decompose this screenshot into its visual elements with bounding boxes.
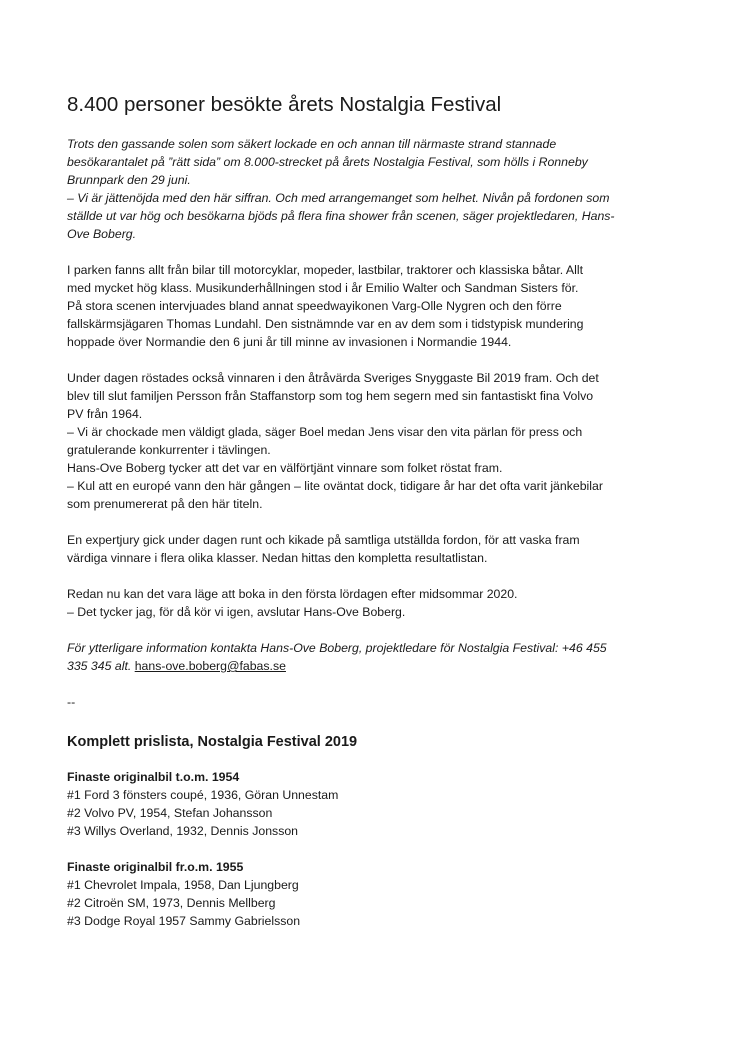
document-content [67, 92, 687, 930]
results-category [67, 858, 687, 930]
results-title: Komplett prislista, Nostalgia Festival 2019 [67, 734, 358, 750]
contact-paragraph [67, 639, 687, 675]
results-category [67, 768, 687, 840]
contact-line [67, 657, 687, 675]
intro-line: besökarantalet på ”rätt sida” om 8.000-strecket på årets Nostalgia Festival, som hölls i Ronneby [67, 155, 588, 169]
body-line: fallskärmsjägaren Thomas Lundahl. Den sistnämnde var en av dem som i tidstypisk mundering [67, 317, 584, 331]
body-line: – Kul att en europé vann den här gången – lite oväntat dock, tidigare år har det ofta varit jänkebilar [67, 479, 603, 493]
body-line: PV från 1964. [67, 407, 143, 421]
body-line: En expertjury gick under dagen runt och kikade på samtliga utställda fordon, för att vaska fram [67, 533, 580, 547]
page-title: 8.400 personer besökte årets Nostalgia Festival [67, 93, 502, 116]
intro-paragraph [67, 135, 687, 243]
intro-line: Brunnpark den 29 juni. [67, 173, 191, 187]
body-line: som prenumererat på den här titeln. [67, 497, 263, 511]
category-heading: Finaste originalbil t.o.m. 1954 [67, 770, 240, 784]
intro-line: Trots den gassande solen som säkert lockade en och annan till närmaste strand stannade [67, 137, 557, 151]
body-paragraph-jury [67, 531, 687, 567]
body-line: – Det tycker jag, för då kör vi igen, avslutar Hans-Ove Boberg. [67, 605, 406, 619]
result-entry: #3 Willys Overland, 1932, Dennis Jonsson [67, 824, 299, 838]
intro-line: Ove Boberg. [67, 227, 137, 241]
body-line: På stora scenen intervjuades bland annat speedwayikonen Varg-Olle Nygren och den förre [67, 299, 562, 313]
body-paragraph-vote [67, 369, 687, 513]
email-link[interactable]: hans-ove.boberg@fabas.se [134, 659, 286, 673]
body-line: Hans-Ove Boberg tycker att det var en välförtjänt vinnare som folket röstat fram. [67, 461, 503, 475]
body-line: med mycket hög klass. Musikunderhållningen stod i år Emilio Walter och Sandman Sisters för. [67, 281, 579, 295]
body-line: – Vi är chockade men väldigt glada, säger Boel medan Jens visar den vita pärlan för press och [67, 425, 583, 439]
result-entry: #2 Citroën SM, 1973, Dennis Mellberg [67, 896, 276, 910]
result-entry: #3 Dodge Royal 1957 Sammy Gabrielsson [67, 914, 301, 928]
body-line: värdiga vinnare i flera olika klasser. Nedan hittas den kompletta resultatlistan. [67, 551, 488, 565]
contact-prefix: 335 345 alt. [67, 659, 135, 673]
intro-line: ställde ut var hög och besökarna bjöds på flera fina shower från scenen, säger projektledaren, Hans- [67, 209, 615, 223]
body-line: gratulerande konkurrenter i tävlingen. [67, 443, 271, 457]
result-entry: #1 Chevrolet Impala, 1958, Dan Ljungberg [67, 878, 299, 892]
body-line: Under dagen röstades också vinnaren i den åtråvärda Sveriges Snyggaste Bil 2019 fram. Och det [67, 371, 599, 385]
body-line: Redan nu kan det vara läge att boka in den första lördagen efter midsommar 2020. [67, 587, 518, 601]
separator: -- [67, 695, 76, 709]
result-entry: #1 Ford 3 fönsters coupé, 1936, Göran Unnestam [67, 788, 339, 802]
intro-line: – Vi är jättenöjda med den här siffran. Och med arrangemanget som helhet. Nivån på fordonen som [67, 191, 610, 205]
body-paragraph-park [67, 261, 687, 351]
body-paragraph-next-year [67, 585, 687, 621]
body-line: blev till slut familjen Persson från Staffanstorp som tog hem segern med sin fantastiskt fina Volvo [67, 389, 594, 403]
body-line: hoppade över Normandie den 6 juni år till minne av invasionen i Normandie 1944. [67, 335, 512, 349]
body-line: I parken fanns allt från bilar till motorcyklar, mopeder, lastbilar, traktorer och klassiska båtar. Allt [67, 263, 584, 277]
category-heading: Finaste originalbil fr.o.m. 1955 [67, 860, 244, 874]
result-entry: #2 Volvo PV, 1954, Stefan Johansson [67, 806, 273, 820]
contact-line: För ytterligare information kontakta Hans-Ove Boberg, projektledare för Nostalgia Festival: +46 455 [67, 641, 607, 655]
